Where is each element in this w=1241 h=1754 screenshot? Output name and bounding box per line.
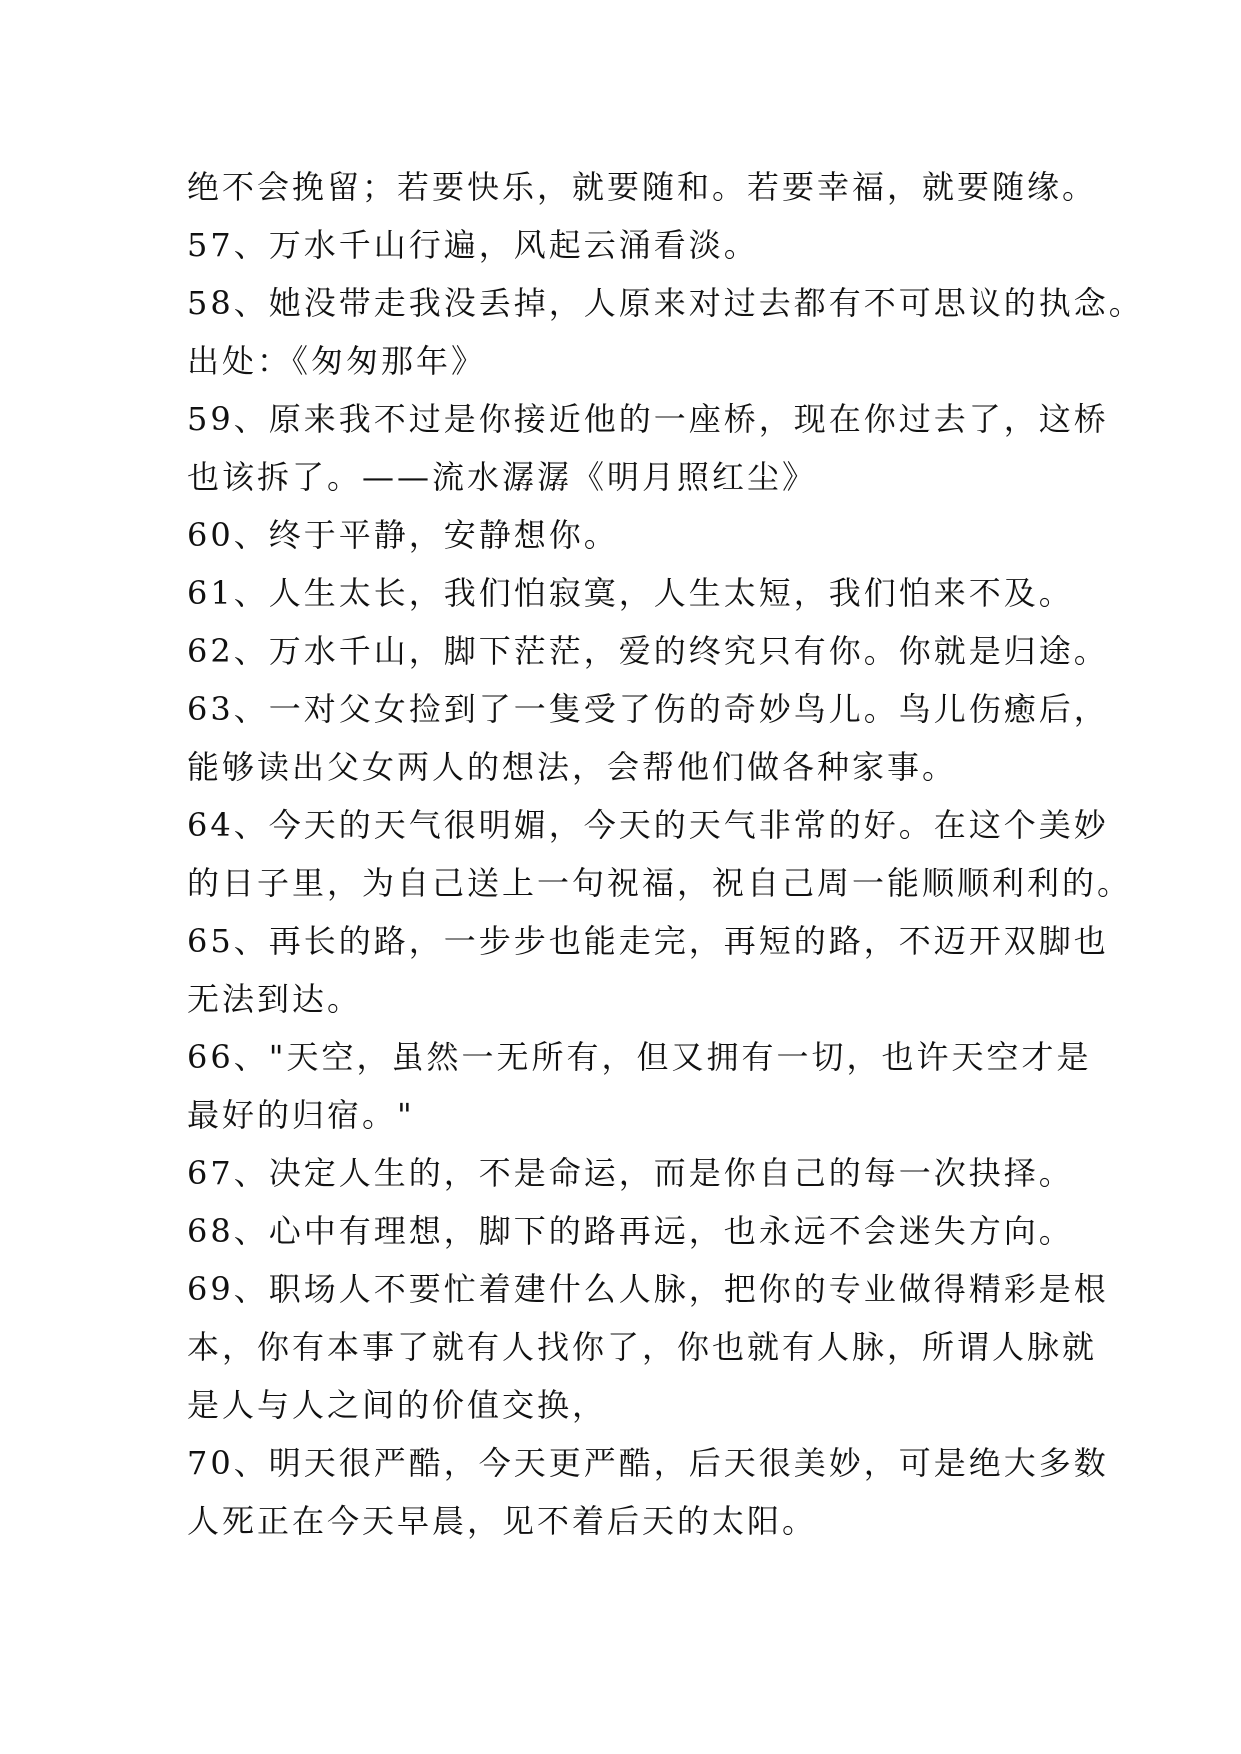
text-line: 本，你有本事了就有人找你了，你也就有人脉，所谓人脉就 <box>187 1328 1098 1366</box>
text-line: 绝不会挽留；若要快乐，就要随和。若要幸福，就要随缘。 <box>187 168 1098 206</box>
text-line: 59、原来我不过是你接近他的一座桥，现在你过去了，这桥 <box>187 400 1109 438</box>
text-line: 无法到达。 <box>187 980 363 1018</box>
text-line: 的日子里，为自己送上一句祝福，祝自己周一能顺顺利利的。 <box>187 864 1133 902</box>
text-line: 62、万水千山，脚下茫茫，爱的终究只有你。你就是归途。 <box>187 632 1109 670</box>
text-line: 能够读出父女两人的想法，会帮他们做各种家事。 <box>187 748 958 786</box>
text-line: 65、再长的路，一步步也能走完，再短的路，不迈开双脚也 <box>187 922 1109 960</box>
text-line: 最好的归宿。" <box>187 1096 415 1134</box>
document-body <box>187 158 1144 1550</box>
text-line: 60、终于平静，安静想你。 <box>187 516 619 554</box>
text-line: 57、万水千山行遍，风起云涌看淡。 <box>187 226 759 264</box>
text-line: 66、"天空，虽然一无所有，但又拥有一切，也许天空才是 <box>187 1038 1092 1076</box>
text-line: 70、明天很严酷，今天更严酷，后天很美妙，可是绝大多数 <box>187 1444 1109 1482</box>
text-line: 63、一对父女捡到了一隻受了伤的奇妙鸟儿。鸟儿伤癒后， <box>187 690 1109 728</box>
text-line: 人死正在今天早晨，见不着后天的太阳。 <box>187 1502 818 1540</box>
text-line: 67、决定人生的，不是命运，而是你自己的每一次抉择。 <box>187 1154 1074 1192</box>
text-line: 是人与人之间的价值交换， <box>187 1386 608 1424</box>
text-line: 出处：《匆匆那年》 <box>187 342 487 380</box>
text-line: 58、她没带走我没丢掉，人原来对过去都有不可思议的执念。 <box>187 284 1144 322</box>
text-line: 68、心中有理想，脚下的路再远，也永远不会迷失方向。 <box>187 1212 1074 1250</box>
text-line: 64、今天的天气很明媚，今天的天气非常的好。在这个美妙 <box>187 806 1109 844</box>
text-line: 69、职场人不要忙着建什么人脉，把你的专业做得精彩是根 <box>187 1270 1109 1308</box>
text-line: 也该拆了。——流水潺潺《明月照红尘》 <box>187 458 818 496</box>
text-line: 61、人生太长，我们怕寂寞，人生太短，我们怕来不及。 <box>187 574 1074 612</box>
